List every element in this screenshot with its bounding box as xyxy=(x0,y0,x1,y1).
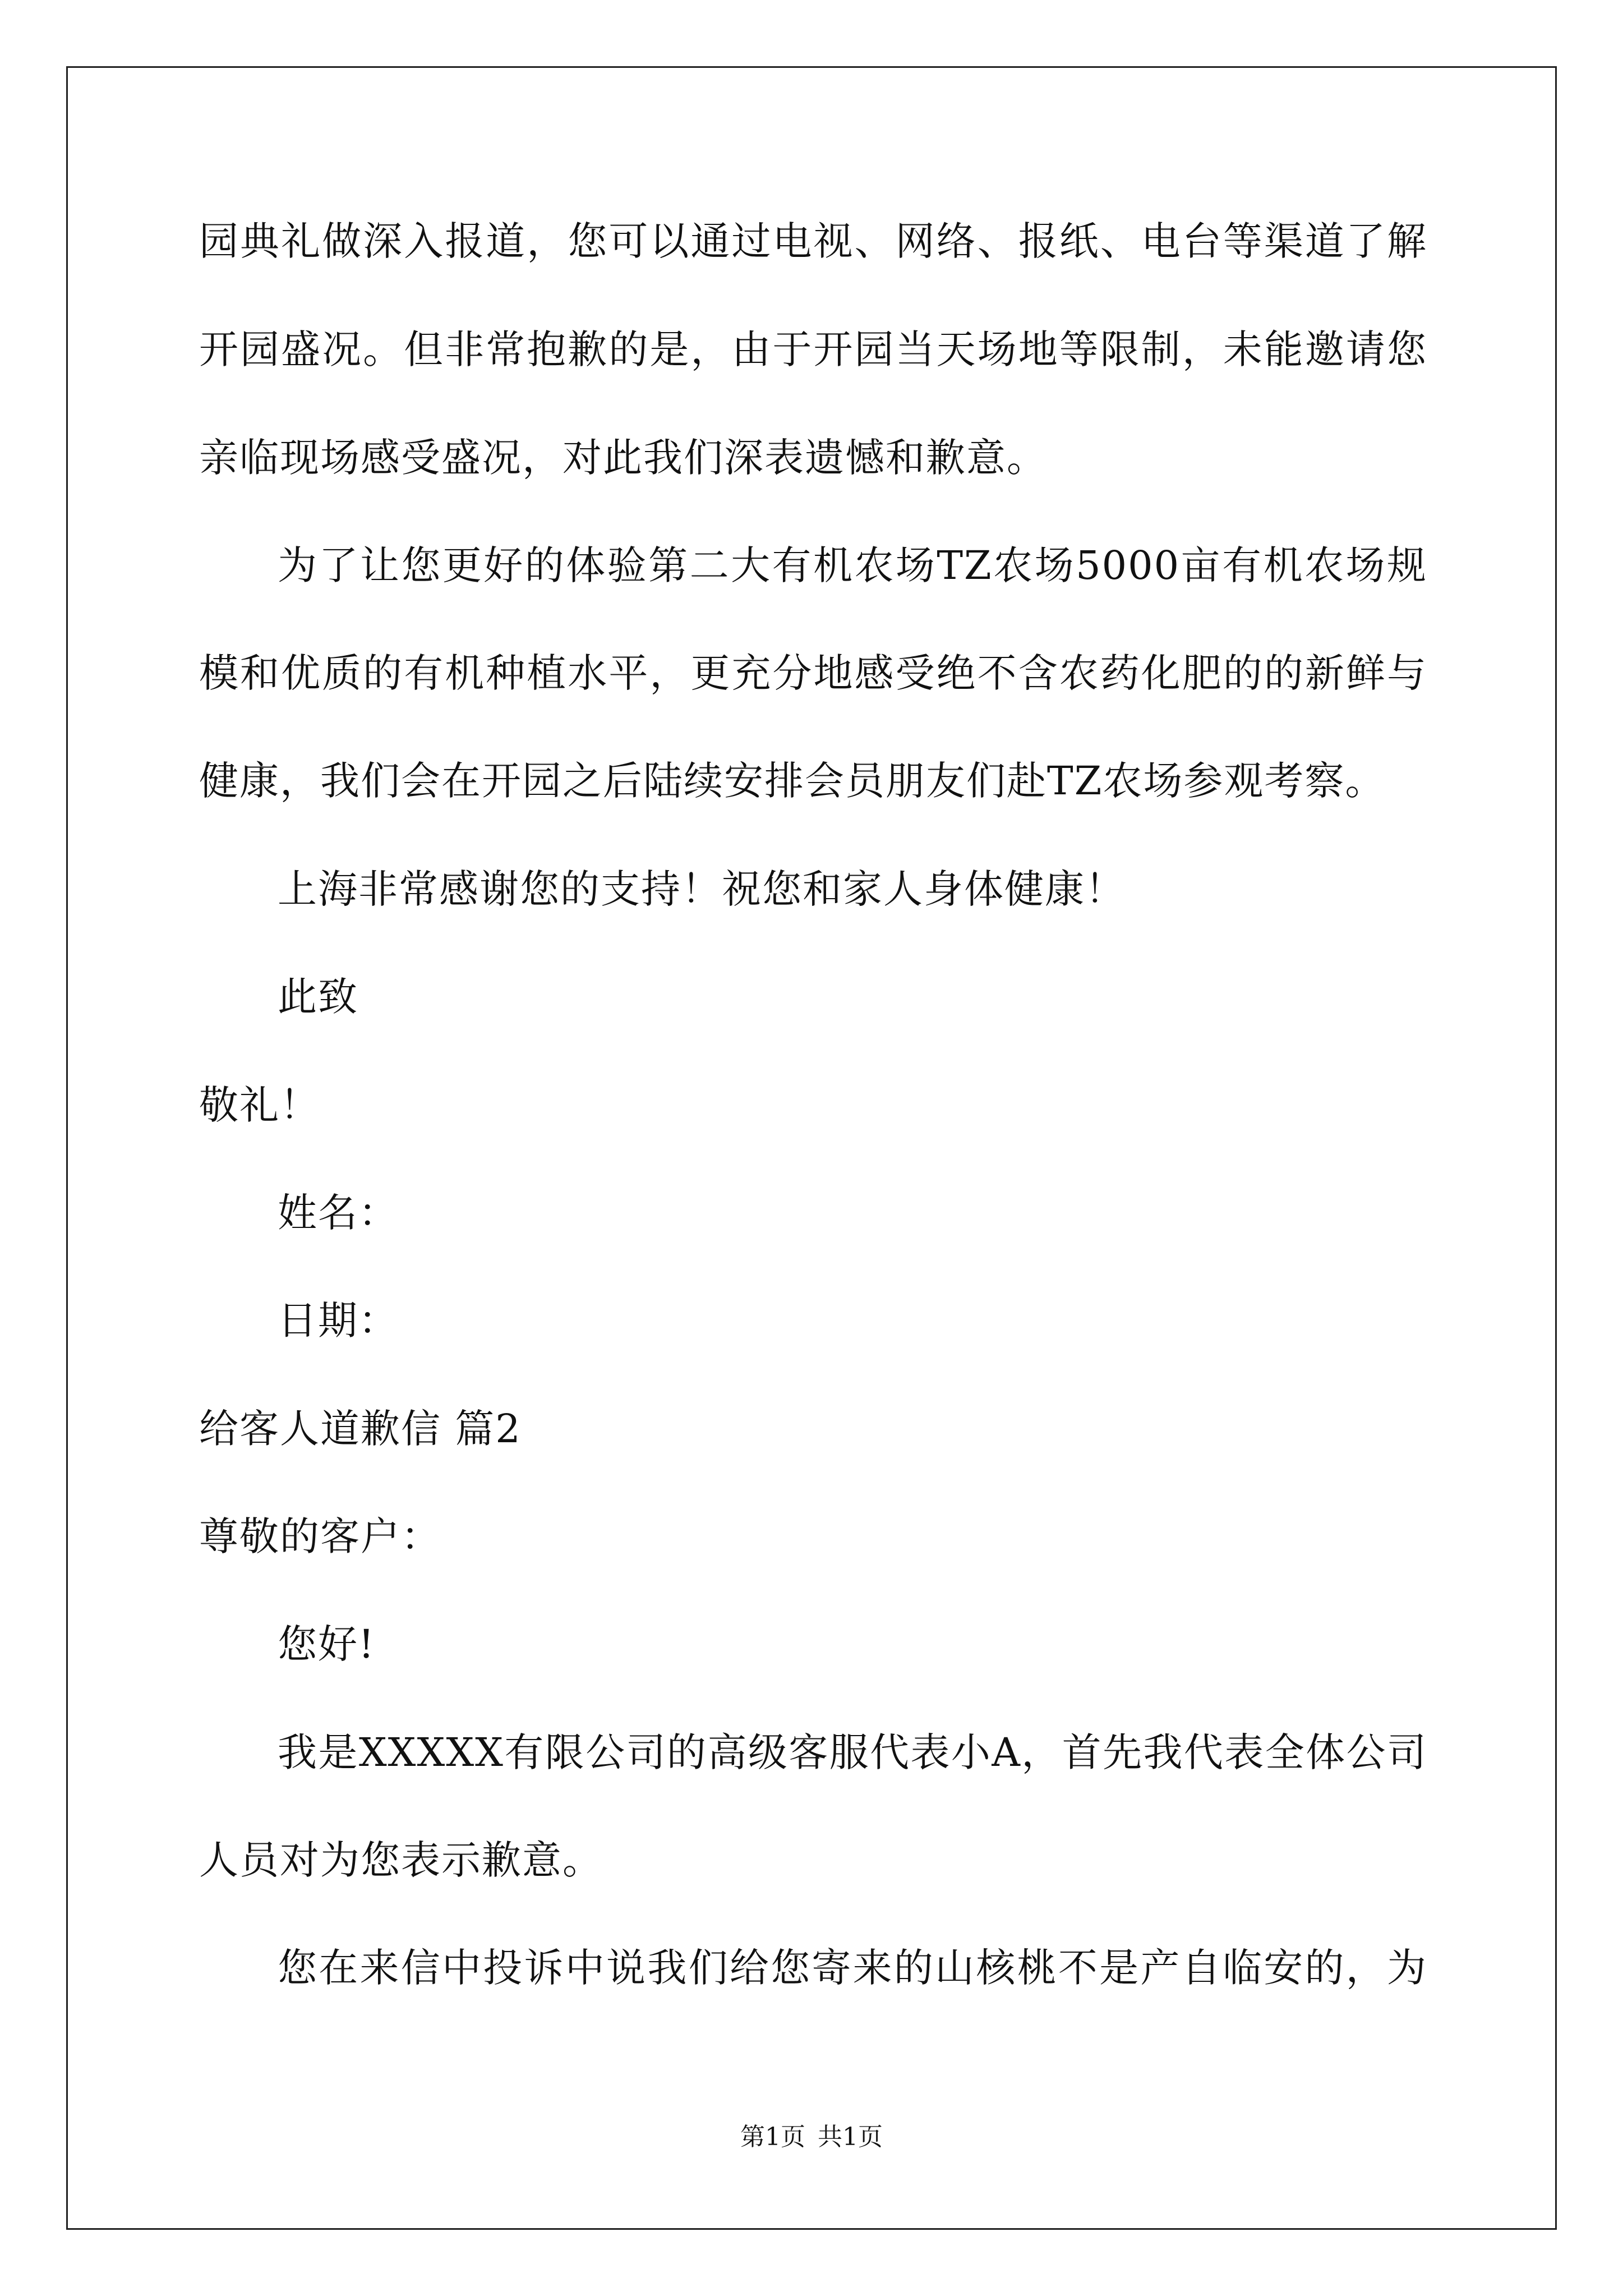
closing-respect: 敬礼！ xyxy=(199,1082,320,1128)
paragraph-line: 开园盛况。但非常抱歉的是，由于开园当天场地等限制，未能邀请您 xyxy=(199,326,1427,372)
section-heading: 给客人道歉信 篇2 xyxy=(199,1406,522,1452)
signature-name-label: 姓名： xyxy=(278,1190,399,1236)
paragraph-line: 您在来信中投诉中说我们给您寄来的山核桃不是产自临安的，为 xyxy=(278,1945,1427,1991)
paragraph-line: 健康，我们会在开园之后陆续安排会员朋友们赴TZ农场参观考察。 xyxy=(199,758,1386,804)
paragraph-line: 人员对为您表示歉意。 xyxy=(199,1837,603,1883)
paragraph-line: 上海非常感谢您的支持！祝您和家人身体健康！ xyxy=(278,866,1126,912)
paragraph-line: 亲临现场感受盛况，对此我们深表遗憾和歉意。 xyxy=(199,435,1047,481)
paragraph-line: 我是XXXXX有限公司的高级客服代表小A，首先我代表全体公司 xyxy=(278,1729,1427,1775)
signature-date-label: 日期： xyxy=(278,1297,399,1343)
closing-salutation: 此致 xyxy=(278,974,358,1020)
paragraph-line: 模和优质的有机种植水平，更充分地感受绝不含农药化肥的的新鲜与 xyxy=(199,650,1427,696)
greeting-hello: 您好! xyxy=(278,1621,376,1667)
total-pages: 共1页 xyxy=(818,2123,883,2151)
page-number: 第1页 xyxy=(740,2123,805,2151)
paragraph-line: 园典礼做深入报道，您可以通过电视、网络、报纸、电台等渠道了解 xyxy=(199,218,1427,264)
page-border xyxy=(66,66,1557,2230)
greeting-recipient: 尊敬的客户： xyxy=(199,1513,441,1559)
page-footer xyxy=(0,2120,1623,2154)
paragraph-line: 为了让您更好的体验第二大有机农场TZ农场5000亩有机农场规 xyxy=(278,542,1427,588)
